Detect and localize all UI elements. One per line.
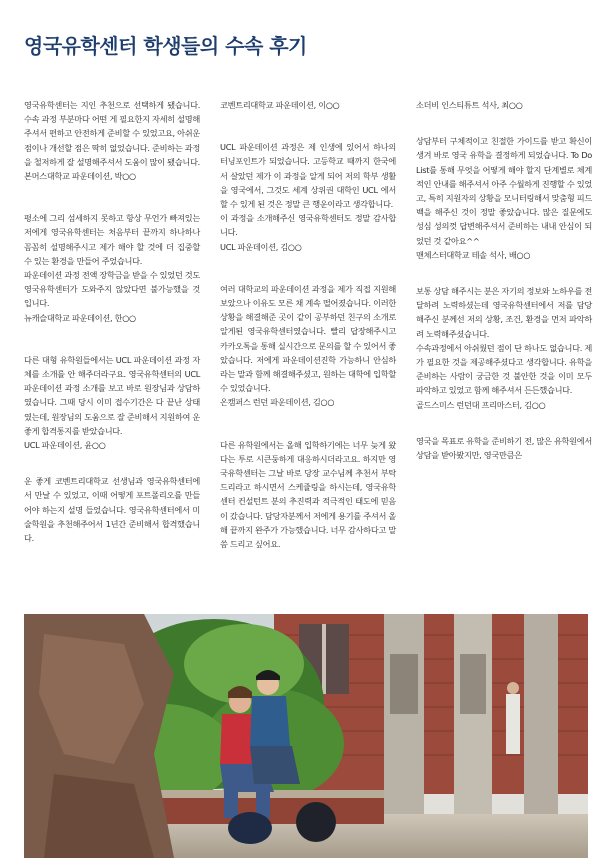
text-column-1 [24, 98, 200, 545]
review-author: 골드스미스 런던대 프리마스터, 김○○ [416, 399, 546, 410]
review [220, 98, 396, 112]
review-author: 소더비 인스티튜트 석사, 최○○ [416, 100, 523, 110]
review-text: 영국유학센터는 지인 추천으로 선택하게 됐습니다. 수속 과정 부분마다 어떤 게 필요한지 자세히 설명해주셔서 편하고 안전하게 준비할 수 있었고요, 아쉬운 점이나 개선할 점은 딱히 없었습니다. 준비하는 과정을 철저하게 잘 설명해주셔서 도움이 많이 됐습니다. [24, 100, 200, 167]
review-author: 본머스대학교 파운데이션, 박○○ [24, 171, 136, 182]
campus-photo-illustration [24, 614, 588, 858]
review [416, 434, 592, 462]
review [416, 134, 592, 262]
review-text: 운 좋게 코벤트리대학교 선생님과 영국유학센터에서 만날 수 있었고, 이때 어떻게 포트폴리오를 만들어야 하는지 설명 들었습니다. 영국유학센터에서 미술학원을 추천해주어서 1년간 준비해서 합격했습니다. [24, 476, 200, 544]
review-text: 다른 유학원에서는 올해 입학하기에는 너무 늦게 왔다는 투로 시큰둥하게 대응하시더라고요. 하지만 영국유학센터는 그날 바로 당장 교수님께 추천서 부탁 드리라고 하시면서 스케쥴링을 하시는데, 영국유학센터 컨설턴트 분의 추진력과 적극적인 태도에 믿음이 갔습니다. 담당자분께서 저에게 용기를 주셔서 올해 끝까지 완주가 가능했습니다. 너무 감사하다고 말씀 드리고 싶어요. [220, 439, 396, 550]
page-title: 영국유학센터 학생들의 수속 후기 [24, 34, 307, 58]
review-text: UCL 파운데이션 과정은 제 인생에 있어서 하나의 터닝포인트가 되었습니다. 고등학교 때까지 한국에서 살았던 제가 이 과정을 알게 되어 저의 학부 생활을 영국에서, 그것도 세계 상위권 대학인 UCL 에서 할 수 있게 된 것은 정말 큰 행운이라고 생각합니다. 이 과정을 소개해주신 영국유학센터도 정말 감사합니다. [220, 142, 396, 238]
review-text: 다른 대형 유학원들에서는 UCL 파운데이션 과정 자체를 소개를 안 해주더라구요. 영국유학센터의 UCL 파운데이션 과정 소개를 보고 바로 원장님과 상담하였습니다. 그때 당시 이미 접수기간은 다 끝난 상태였는데, 원장님의 도움으로 잘 준비해서 지원하여 운 좋게 합격통지를 받았습니다. [24, 354, 200, 436]
text-column-3 [416, 98, 592, 462]
review [24, 211, 200, 325]
review [220, 282, 396, 410]
review-text: 상담부터 구체적이고 친절한 가이드를 받고 확신이 생겨 바로 영국 유학을 결정하게 되었습니다. To Do List를 통해 무엇을 어떻게 해야 할지 단계별로 체계적인 안내를 해주셔서 아주 수월하게 진행할 수 있었고, 특히 지원자의 상황을 모니터링해서 맞춤형 피드백을 해주신 것이 정말 좋았습니다. 많은 질문에도 성심 성의껏 답변해주셔서 준비하는 내내 안심이 되었던 것 같아요^^ [416, 136, 592, 246]
review [416, 98, 592, 112]
campus-photo [24, 614, 588, 858]
review-author: 맨체스터대학교 테솔 석사, 배○○ [416, 249, 531, 260]
review [24, 98, 200, 183]
review [24, 353, 200, 452]
review [416, 284, 592, 412]
review-text: 여러 대학교의 파운데이션 과정을 제가 직접 지원해보았으나 이유도 모른 채 계속 떨어졌습니다. 이러한 상황을 해결해준 곳이 같이 공부하던 친구의 소개로 알게된 영국유학센터였습니다. 빨리 답장해주시고 카카오톡을 통해 실시간으로 문의를 할 수 있어서 좋았습니다. 저에게 파운데이션진학 가능하니 안심하라는 말과 함께 해결해주셨고, 원하는 대학에 입학할 수 있었습니다. [220, 283, 396, 394]
review-text: 보통 상담 해주시는 분은 자기의 정보와 노하우를 전달하려 노력하셨는데 영국유학센터에서 저를 담당해주신 분께선 저의 상황, 조건, 환경을 먼저 파악하려 노력해주셨습니다. 수속과정에서 아쉬웠던 점이 단 하나도 없습니다. 제가 필요한 것을 제공해주셨다고 생각합니다. 유학을 준비하는 사람이 궁금한 것 불안한 것을 이미 모두 파악하고 있었고 함께 해주셔서 든든했습니다. [416, 286, 592, 396]
review-author: UCL 파운데이션, 윤○○ [24, 440, 106, 451]
review-author: 코벤트리대학교 파운데이션, 이○○ [220, 100, 340, 110]
review-text: 영국을 목표로 유학을 준비하기 전, 많은 유학원에서 상담을 받아봤지만, 영국만큼은 [416, 435, 592, 461]
review-text: 평소에 그리 섬세하지 못하고 항상 무언가 빠져있는 저에게 영국유학센터는 처음부터 끝까지 하나하나 꼼꼼히 설명해주시고 제가 해야 할 것에 더 집중할 수 있는 환경을 만들어 주었습니다. 파운데이션 과정 전액 장학금을 받을 수 있었던 것도 영국유학센터가 도와주지 않았다면 불가능했을 것입니다. [24, 213, 200, 309]
review [220, 140, 396, 254]
review [24, 474, 200, 545]
review-author: UCL 파운데이션, 김○○ [220, 241, 302, 252]
review [220, 438, 396, 552]
review-author: 온캠퍼스 런던 파운데이션, 김○○ [220, 397, 335, 408]
text-column-2 [220, 98, 396, 551]
review-author: 뉴캐슬대학교 파운데이션, 한○○ [24, 312, 136, 323]
